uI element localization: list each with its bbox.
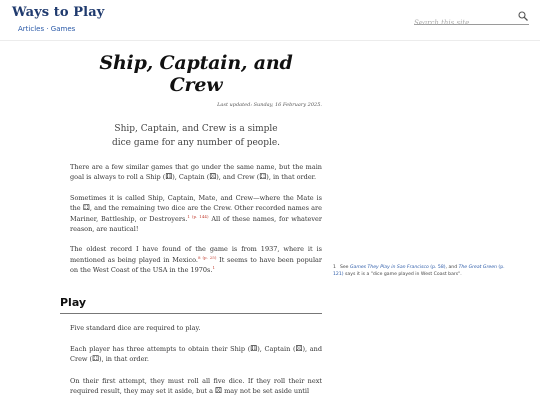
text: ), Captain ( [172, 173, 210, 182]
text: Sometimes it is called Ship, Captain, Mate, and Crew—where the Mate is the [70, 193, 322, 213]
text: Each player has three attempts to obtain their Ship ( [70, 345, 251, 354]
text: It seems to have been popular on the West Coast of the USA in the 1970s. [70, 255, 322, 275]
site-title-link[interactable]: Ways to Play [12, 5, 105, 20]
die-four-icon: ⚃ [82, 203, 90, 213]
footnote-ref[interactable]: 1 (p. 144) [187, 213, 209, 219]
die-five-icon: ⚄ [295, 344, 303, 354]
text: ), in that order. [266, 173, 317, 182]
text: On their first attempt, they must roll all five dice. If they roll their next required result, they may set it aside, but a [70, 376, 322, 396]
search-input[interactable] [414, 16, 514, 30]
die-five-icon: ⚄ [215, 386, 222, 396]
text: ), and Crew ( [70, 345, 322, 364]
text: There are a few similar games that go under the same name, but the main goal is always to roll a Ship ( [70, 163, 322, 182]
text: , and the remaining two dice are the Crew. Other recorded names are Mariner, Battleship, or Destroyers. [70, 204, 323, 223]
lead-line-2: dice game for any number of people. [111, 138, 281, 148]
lead-text [70, 122, 322, 150]
section-heading-play: Play [60, 296, 322, 314]
text: , and [445, 265, 459, 270]
article [60, 46, 323, 397]
nav-articles-link[interactable]: Articles [18, 25, 45, 33]
nav-games-link[interactable]: Games [50, 25, 76, 33]
sidenote-number: 1 [333, 265, 336, 270]
text: See [339, 265, 350, 270]
text: All of these names, for whatever reason, are nautical! [70, 214, 322, 234]
die-six-icon: ⚅ [165, 172, 173, 182]
lead-line-1: Ship, Captain, and Crew is a simple [114, 124, 278, 134]
die-four-icon: ⚃ [259, 172, 267, 182]
sidenote-link-book-2[interactable]: The Great Green [458, 265, 497, 270]
sidenote-page-ref: (p. 121) [333, 265, 505, 278]
text: says it is a "dice game played in West Coast bars". [343, 272, 462, 278]
paragraph-names [70, 193, 322, 235]
search-icon[interactable] [517, 10, 529, 22]
site-header [0, 0, 540, 41]
text: ), in that order. [99, 355, 149, 364]
sidenote-page-ref: (p. 58) [428, 265, 446, 270]
text: The oldest record I have found of the game is from 1937, where it is mentioned as being played in Mexico. [70, 245, 322, 264]
last-updated: Last updated: Sunday, 16 February 2025. [217, 102, 322, 108]
die-four-icon: ⚃ [92, 354, 100, 364]
text: ), Captain ( [257, 345, 296, 354]
footnote-ref[interactable]: 1 [212, 265, 215, 271]
paragraph-history [70, 244, 322, 275]
footnote-ref[interactable]: 8 (p. 25) [198, 254, 217, 260]
paragraph-dice-required: Five standard dice are required to play. [70, 323, 201, 332]
text: ), and Crew ( [216, 173, 260, 182]
sidenote-link-book-1[interactable]: Games They Play in San Francisco [349, 265, 429, 270]
paragraph-first-attempt [70, 376, 322, 397]
nav-separator: · [44, 25, 51, 33]
search-box [414, 10, 529, 25]
site-nav [18, 25, 75, 33]
die-six-icon: ⚅ [250, 344, 258, 354]
page-title: Ship, Captain, and Crew [99, 52, 293, 96]
paragraph-attempts [70, 344, 322, 365]
text: may not be set aside until [222, 387, 310, 396]
die-five-icon: ⚄ [209, 172, 217, 182]
sidenote [333, 264, 508, 278]
paragraph-intro [70, 162, 322, 183]
